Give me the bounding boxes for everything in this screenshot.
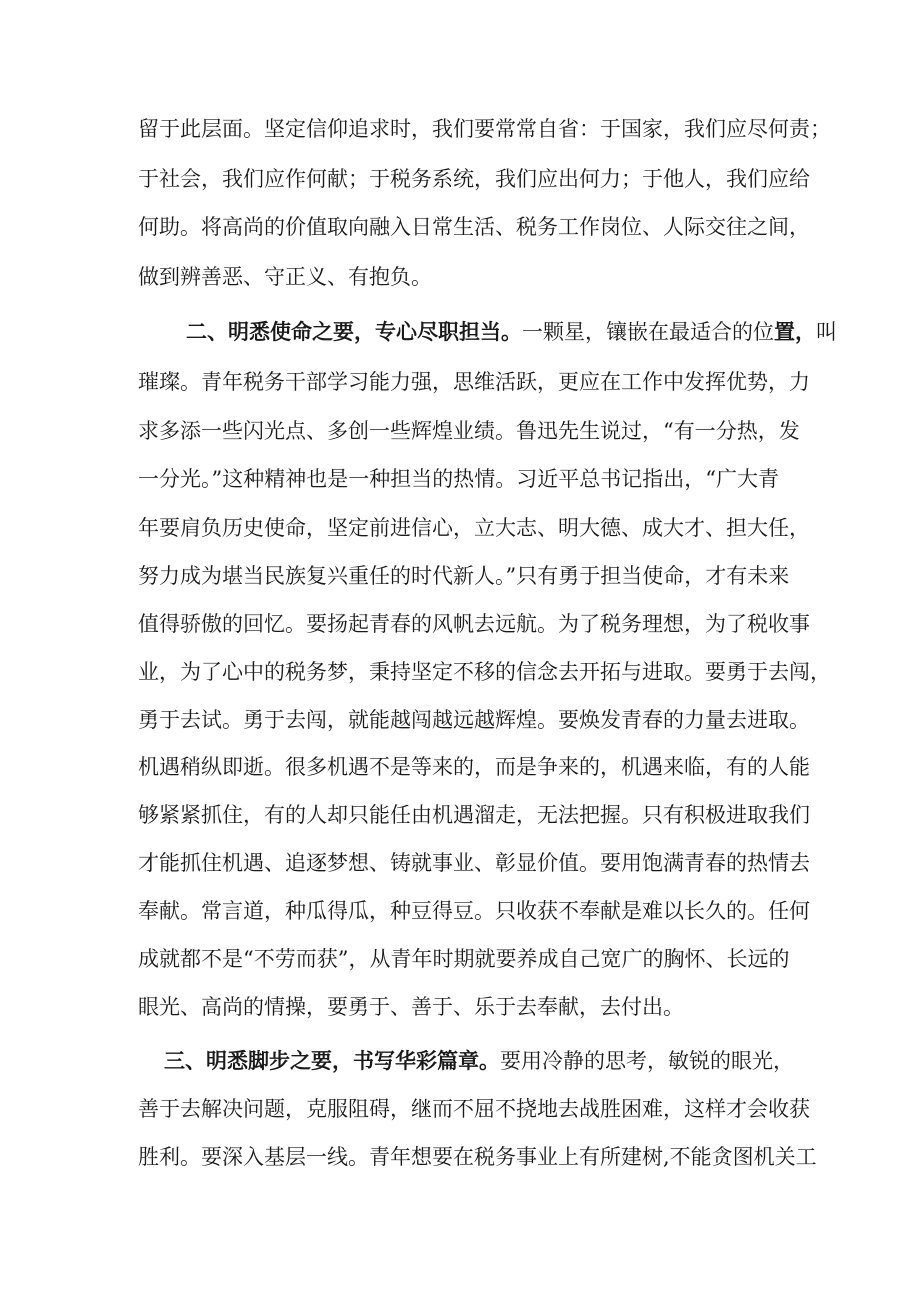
- text-line: 一分光。”这种精神也是一种担当的热情。习近平总书记指出，“广大青: [138, 467, 779, 491]
- text-line: 璀璨。青年税务干部学习能力强，思维活跃，更应在工作中发挥优势，力: [138, 370, 810, 394]
- text-line: 成就都不是“不劳而获”，从青年时期就要养成自己宽广的胸怀、长远的: [138, 947, 790, 971]
- text-line-with-heading: [164, 1046, 794, 1076]
- text-fragment: 要用冷静的思考，敏锐的眼光，: [500, 1049, 794, 1073]
- text-line: 于社会，我们应作何献；于税务系统，我们应出何力；于他人，我们应给: [138, 167, 810, 191]
- text-line: 勇于去试。勇于去闯，就能越闯越远越辉煌。要焕发青春的力量去进取。: [138, 708, 810, 732]
- bold-fragment: 置，: [774, 320, 816, 344]
- text-line: 机遇稍纵即逝。很多机遇不是等来的，而是争来的，机遇来临，有的人能: [138, 755, 810, 779]
- text-line: 才能抓住机遇、追逐梦想、铸就事业、彰显价值。要用饱满青春的热情去: [138, 851, 810, 875]
- text-line: 业，为了心中的税务梦，秉持坚定不移的信念去开拓与进取。要勇于去闯，: [138, 660, 831, 684]
- text-line: 够紧紧抓住，有的人却只能任由机遇溜走，无法把握。只有积极进取我们: [138, 803, 810, 827]
- text-line: 眼光、高尚的情操，要勇于、善于、乐于去奉献，去付出。: [138, 995, 684, 1019]
- text-line: 求多添一些闪光点、多创一些辉煌业绩。鲁迅先生说过，“有一分热，发: [138, 419, 800, 443]
- text-line: 善于去解决问题，克服阻碍，继而不屈不挠地去战胜困难，这样才会收获: [138, 1097, 810, 1121]
- text-fragment: 一颗星，镶嵌在最适合的位: [522, 320, 774, 344]
- text-line: 值得骄傲的回忆。要扬起青春的风帆去远航。为了税务理想，为了税收事: [138, 612, 810, 636]
- section-heading-3: 三、明悉脚步之要，书写华彩篇章。: [164, 1049, 500, 1073]
- text-line: 何助。将高尚的价值取向融入日常生活、税务工作岗位、人际交往之间，: [138, 215, 810, 239]
- text-line: 努力成为堪当民族复兴重任的时代新人。”只有勇于担当使命，才有未来: [138, 564, 790, 588]
- text-line-with-heading: [186, 317, 837, 347]
- text-line: 做到辨善恶、守正义、有抱负。: [138, 265, 432, 289]
- text-line: 胜利。要深入基层一线。青年想要在税务事业上有所建树,不能贪图机关工: [138, 1145, 817, 1169]
- section-heading-2: 二、明悉使命之要，专心尽职担当。: [186, 320, 522, 344]
- text-line: 奉献。常言道，种瓜得瓜，种豆得豆。只收获不奉献是难以长久的。任何: [138, 899, 810, 923]
- text-fragment: 叫: [816, 320, 837, 344]
- text-line: 年要肩负历史使命，坚定前进信心，立大志、明大德、成大才、担大任，: [138, 516, 810, 540]
- text-line: 留于此层面。坚定信仰追求时，我们要常常自省：于国家，我们应尽何责；: [138, 117, 831, 141]
